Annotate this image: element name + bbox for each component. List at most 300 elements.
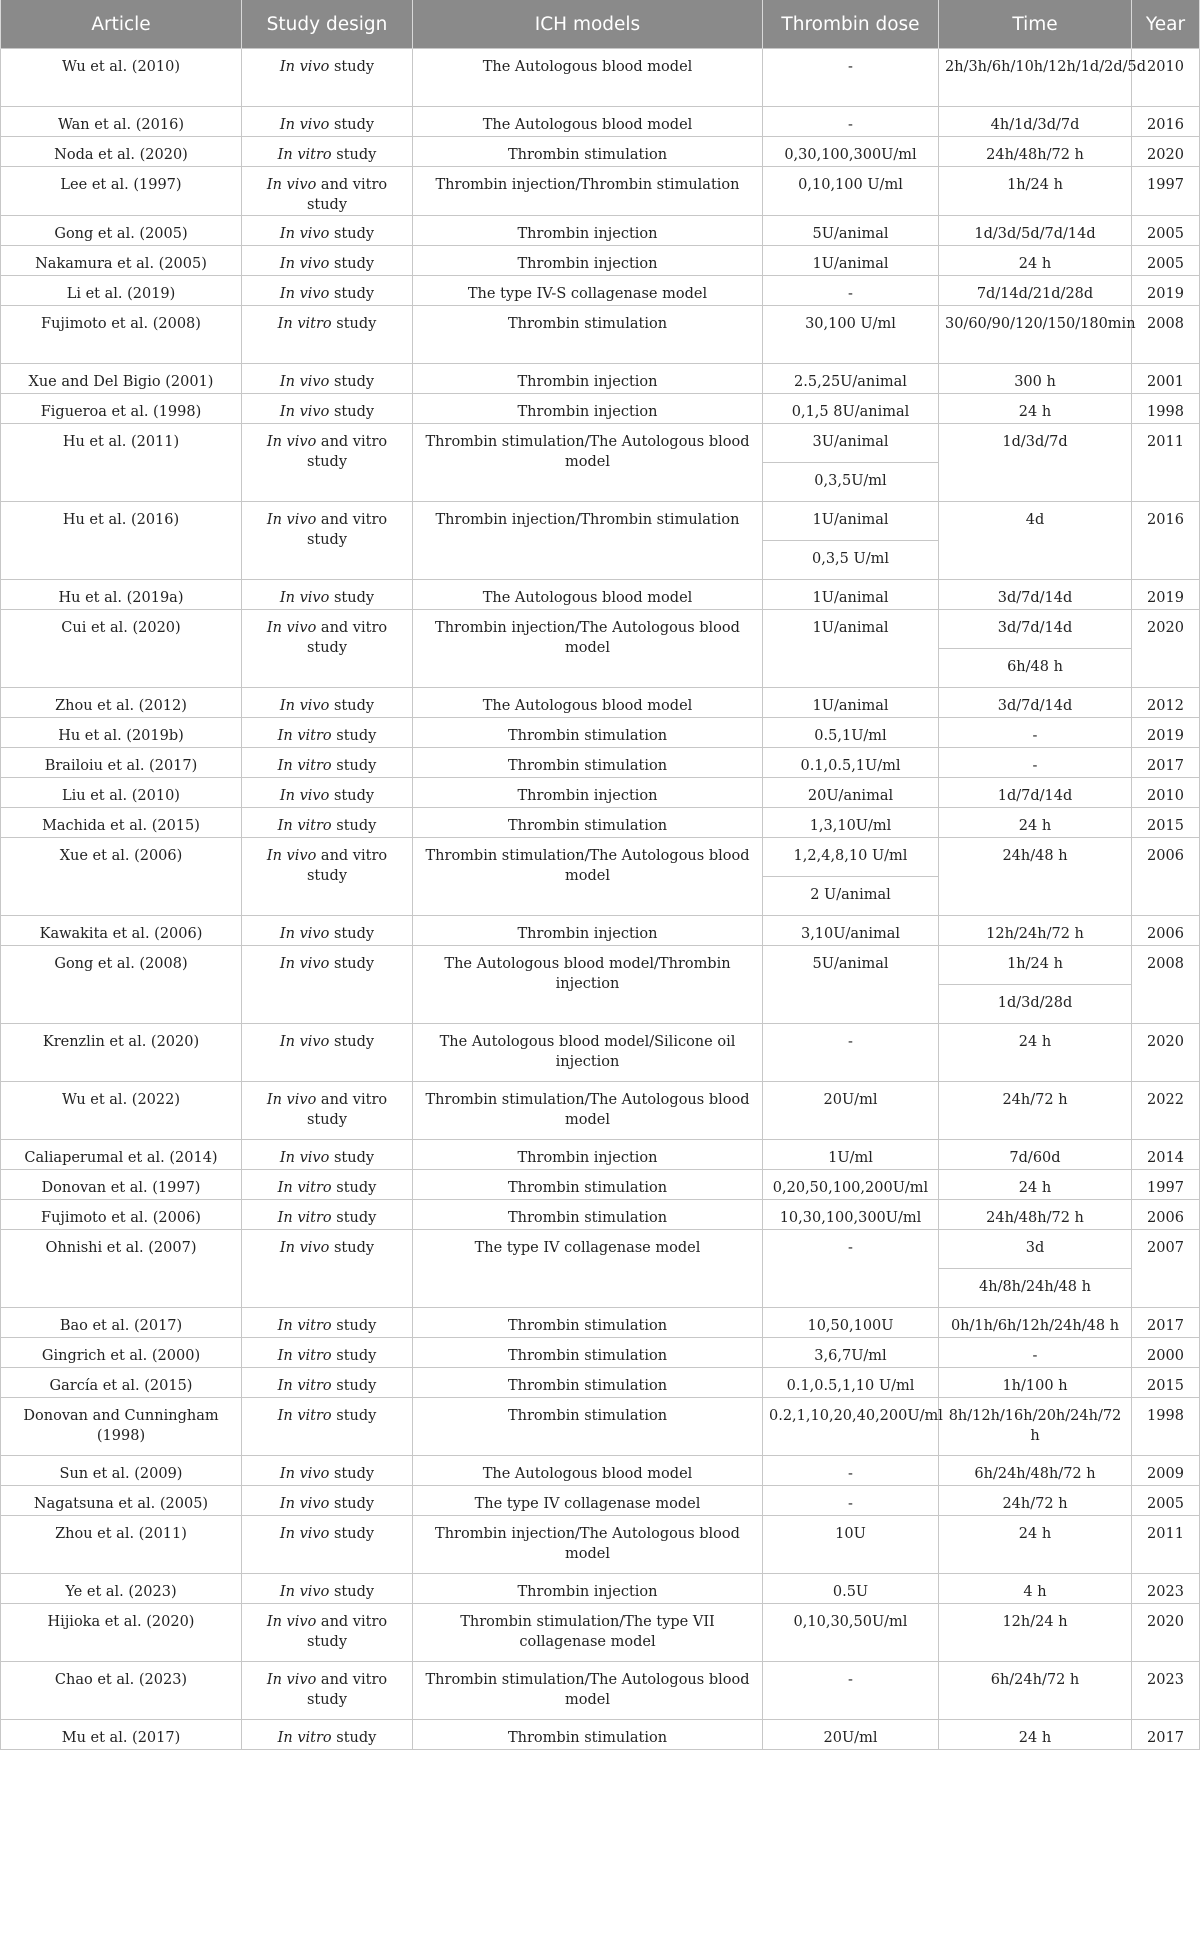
table-row <box>1 1308 1200 1338</box>
cell-thrombin-dose: - <box>763 1024 939 1082</box>
cell-ich-model: Thrombin injection/The Autologous blood model <box>413 610 763 688</box>
cell-article: Zhou et al. (2012) <box>1 688 242 718</box>
cell-study-design: In vitro study <box>242 718 413 748</box>
cell-time: 12h/24h/72 h <box>939 916 1132 946</box>
cell-article: Ye et al. (2023) <box>1 1574 242 1604</box>
cell-time: 4d <box>939 502 1132 580</box>
cell-time: 24h/48h/72 h <box>939 137 1132 167</box>
cell-article: Fujimoto et al. (2008) <box>1 306 242 364</box>
cell-article: Donovan and Cunningham (1998) <box>1 1398 242 1456</box>
cell-time: 300 h <box>939 364 1132 394</box>
study-design-in-vivo: In vivo <box>266 1672 317 1688</box>
cell-year: 2023 <box>1132 1662 1200 1720</box>
table-row <box>1 1024 1200 1082</box>
cell-ich-model: Thrombin stimulation <box>413 1398 763 1456</box>
cell-time: 24h/72 h <box>939 1486 1132 1516</box>
cell-thrombin-dose: 5U/animal <box>763 946 939 1024</box>
cell-study-design: In vivo study <box>242 1140 413 1170</box>
cell-study-design: In vivo and vitro study <box>242 1082 413 1140</box>
cell-year: 2020 <box>1132 1024 1200 1082</box>
cell-thrombin-dose: 1U/ml <box>763 1140 939 1170</box>
cell-ich-model: The Autologous blood model <box>413 49 763 107</box>
cell-ich-model: The Autologous blood model <box>413 688 763 718</box>
cell-time: 1h/24 h <box>939 167 1132 216</box>
cell-ich-model: Thrombin stimulation <box>413 808 763 838</box>
cell-ich-model: The Autologous blood model <box>413 107 763 137</box>
cell-ich-model: Thrombin injection <box>413 778 763 808</box>
cell-time: 3d/7d/14d <box>939 580 1132 610</box>
cell-ich-model: The type IV-S collagenase model <box>413 276 763 306</box>
study-design-in-vitro: In vitro <box>277 1318 332 1334</box>
cell-study-design: In vivo study <box>242 276 413 306</box>
cell-time: 4h/1d/3d/7d <box>939 107 1132 137</box>
cell-time: 8h/12h/16h/20h/24h/72 h <box>939 1398 1132 1456</box>
table-row <box>1 946 1200 985</box>
cell-ich-model: Thrombin injection <box>413 216 763 246</box>
cell-year: 2015 <box>1132 1368 1200 1398</box>
table-row <box>1 916 1200 946</box>
header-ich-models: ICH models <box>413 0 763 49</box>
table-row <box>1 424 1200 463</box>
table-row <box>1 808 1200 838</box>
cell-time: 7d/14d/21d/28d <box>939 276 1132 306</box>
table-row <box>1 1398 1200 1456</box>
cell-article: Hu et al. (2019b) <box>1 718 242 748</box>
cell-thrombin-dose: 1,2,4,8,10 U/ml <box>763 838 939 877</box>
table-row <box>1 1456 1200 1486</box>
cell-study-design: In vitro study <box>242 1200 413 1230</box>
table-row <box>1 1368 1200 1398</box>
cell-year: 1997 <box>1132 1170 1200 1200</box>
cell-time: 6h/48 h <box>939 649 1132 688</box>
cell-study-design: In vivo study <box>242 394 413 424</box>
study-design-in-vitro: In vitro <box>277 1210 332 1226</box>
table-row <box>1 778 1200 808</box>
cell-article: Hu et al. (2016) <box>1 502 242 580</box>
cell-time: 1h/24 h <box>939 946 1132 985</box>
cell-thrombin-dose: 1,3,10U/ml <box>763 808 939 838</box>
cell-time: 24 h <box>939 1516 1132 1574</box>
cell-thrombin-dose: 0,30,100,300U/ml <box>763 137 939 167</box>
cell-time: 24h/48 h <box>939 838 1132 916</box>
cell-study-design: In vivo study <box>242 1574 413 1604</box>
cell-year: 2019 <box>1132 580 1200 610</box>
cell-thrombin-dose: 1U/animal <box>763 502 939 541</box>
cell-study-design: In vitro study <box>242 1368 413 1398</box>
cell-study-design: In vivo study <box>242 1024 413 1082</box>
cell-study-design: In vivo and vitro study <box>242 1662 413 1720</box>
cell-year: 2006 <box>1132 916 1200 946</box>
table-row <box>1 1170 1200 1200</box>
cell-ich-model: Thrombin injection/The Autologous blood model <box>413 1516 763 1574</box>
cell-ich-model: The Autologous blood model <box>413 580 763 610</box>
cell-study-design: In vitro study <box>242 808 413 838</box>
table-row <box>1 748 1200 778</box>
cell-study-design: In vivo study <box>242 1230 413 1308</box>
table-body <box>1 49 1200 1750</box>
study-design-in-vivo: In vivo <box>266 848 317 864</box>
cell-article: Wu et al. (2010) <box>1 49 242 107</box>
cell-thrombin-dose: 0,10,100 U/ml <box>763 167 939 216</box>
cell-ich-model: Thrombin stimulation <box>413 1170 763 1200</box>
cell-article: Hu et al. (2011) <box>1 424 242 502</box>
cell-article: Donovan et al. (1997) <box>1 1170 242 1200</box>
study-design-in-vivo: In vivo <box>279 698 330 714</box>
cell-thrombin-dose: - <box>763 1230 939 1308</box>
study-design-in-vitro: In vitro <box>277 147 332 163</box>
cell-year: 2005 <box>1132 216 1200 246</box>
cell-article: Hu et al. (2019a) <box>1 580 242 610</box>
study-design-in-vitro: In vitro <box>277 1348 332 1364</box>
cell-study-design: In vivo study <box>242 778 413 808</box>
cell-study-design: In vivo study <box>242 107 413 137</box>
study-design-in-vitro: In vitro <box>277 1180 332 1196</box>
cell-thrombin-dose: 20U/animal <box>763 778 939 808</box>
cell-thrombin-dose: 1U/animal <box>763 580 939 610</box>
study-design-in-vivo: In vivo <box>279 404 330 420</box>
study-design-in-vitro: In vitro <box>277 316 332 332</box>
study-design-in-vivo: In vivo <box>279 1240 330 1256</box>
cell-study-design: In vitro study <box>242 1398 413 1456</box>
table-row <box>1 1486 1200 1516</box>
cell-ich-model: The type IV collagenase model <box>413 1230 763 1308</box>
cell-study-design: In vivo study <box>242 364 413 394</box>
cell-article: Ohnishi et al. (2007) <box>1 1230 242 1308</box>
cell-ich-model: Thrombin stimulation <box>413 1308 763 1338</box>
table-row <box>1 167 1200 216</box>
cell-ich-model: Thrombin injection <box>413 394 763 424</box>
header-year: Year <box>1132 0 1200 49</box>
cell-year: 2012 <box>1132 688 1200 718</box>
cell-time: 3d <box>939 1230 1132 1269</box>
study-design-in-vivo: In vivo <box>279 788 330 804</box>
cell-ich-model: The Autologous blood model/Silicone oil injection <box>413 1024 763 1082</box>
cell-ich-model: Thrombin stimulation/The Autologous blood model <box>413 838 763 916</box>
study-design-in-vivo: In vivo <box>279 59 330 75</box>
cell-study-design: In vivo and vitro study <box>242 167 413 216</box>
cell-study-design: In vitro study <box>242 1338 413 1368</box>
cell-ich-model: Thrombin stimulation <box>413 1720 763 1750</box>
study-design-in-vivo: In vivo <box>279 1496 330 1512</box>
cell-thrombin-dose: 0.5U <box>763 1574 939 1604</box>
cell-article: Krenzlin et al. (2020) <box>1 1024 242 1082</box>
study-design-in-vitro: In vitro <box>277 758 332 774</box>
cell-thrombin-dose: 20U/ml <box>763 1720 939 1750</box>
study-design-in-vivo: In vivo <box>266 1092 317 1108</box>
cell-study-design: In vivo and vitro study <box>242 610 413 688</box>
cell-thrombin-dose: 1U/animal <box>763 688 939 718</box>
cell-ich-model: Thrombin stimulation <box>413 1368 763 1398</box>
cell-ich-model: Thrombin stimulation <box>413 718 763 748</box>
cell-time: 7d/60d <box>939 1140 1132 1170</box>
cell-article: Li et al. (2019) <box>1 276 242 306</box>
cell-time: 0h/1h/6h/12h/24h/48 h <box>939 1308 1132 1338</box>
cell-thrombin-dose: - <box>763 276 939 306</box>
cell-ich-model: Thrombin stimulation <box>413 137 763 167</box>
table-row <box>1 1516 1200 1574</box>
study-design-in-vivo: In vivo <box>266 177 317 193</box>
cell-thrombin-dose: 0,1,5 8U/animal <box>763 394 939 424</box>
cell-time: 1d/3d/28d <box>939 985 1132 1024</box>
cell-year: 2010 <box>1132 778 1200 808</box>
table-row <box>1 107 1200 137</box>
cell-study-design: In vitro study <box>242 1308 413 1338</box>
cell-study-design: In vivo study <box>242 1456 413 1486</box>
cell-article: Nagatsuna et al. (2005) <box>1 1486 242 1516</box>
cell-time: 1d/3d/5d/7d/14d <box>939 216 1132 246</box>
table-row <box>1 137 1200 167</box>
header-row <box>1 0 1200 49</box>
table-row <box>1 216 1200 246</box>
study-design-in-vivo: In vivo <box>279 374 330 390</box>
cell-article: Kawakita et al. (2006) <box>1 916 242 946</box>
table-row <box>1 580 1200 610</box>
cell-time: 3d/7d/14d <box>939 688 1132 718</box>
cell-year: 2020 <box>1132 610 1200 688</box>
cell-study-design: In vitro study <box>242 137 413 167</box>
cell-article: Hijioka et al. (2020) <box>1 1604 242 1662</box>
cell-year: 2008 <box>1132 306 1200 364</box>
cell-study-design: In vivo study <box>242 946 413 1024</box>
cell-year: 2019 <box>1132 276 1200 306</box>
cell-thrombin-dose: 0,10,30,50U/ml <box>763 1604 939 1662</box>
cell-year: 2019 <box>1132 718 1200 748</box>
study-design-in-vivo: In vivo <box>279 1034 330 1050</box>
study-design-in-vivo: In vivo <box>279 256 330 272</box>
cell-study-design: In vitro study <box>242 1720 413 1750</box>
study-design-in-vivo: In vivo <box>266 1614 317 1630</box>
cell-ich-model: Thrombin stimulation/The Autologous blood model <box>413 1082 763 1140</box>
table-row <box>1 1604 1200 1662</box>
cell-time: 24h/48h/72 h <box>939 1200 1132 1230</box>
cell-study-design: In vivo study <box>242 688 413 718</box>
study-design-in-vivo: In vivo <box>279 1466 330 1482</box>
cell-article: Sun et al. (2009) <box>1 1456 242 1486</box>
cell-thrombin-dose: 2.5,25U/animal <box>763 364 939 394</box>
cell-study-design: In vivo study <box>242 1516 413 1574</box>
header-study-design: Study design <box>242 0 413 49</box>
cell-ich-model: Thrombin injection <box>413 364 763 394</box>
cell-year: 2017 <box>1132 1720 1200 1750</box>
study-design-in-vivo: In vivo <box>279 926 330 942</box>
cell-article: Gong et al. (2008) <box>1 946 242 1024</box>
cell-study-design: In vivo and vitro study <box>242 424 413 502</box>
cell-study-design: In vivo and vitro study <box>242 502 413 580</box>
cell-time: 1d/3d/7d <box>939 424 1132 502</box>
cell-time: 24 h <box>939 1170 1132 1200</box>
cell-year: 2008 <box>1132 946 1200 1024</box>
cell-thrombin-dose: 10,50,100U <box>763 1308 939 1338</box>
cell-ich-model: The Autologous blood model <box>413 1456 763 1486</box>
cell-ich-model: Thrombin stimulation <box>413 1338 763 1368</box>
cell-ich-model: The type IV collagenase model <box>413 1486 763 1516</box>
cell-ich-model: Thrombin injection/Thrombin stimulation <box>413 167 763 216</box>
cell-year: 2007 <box>1132 1230 1200 1308</box>
cell-year: 1998 <box>1132 1398 1200 1456</box>
table-row <box>1 838 1200 877</box>
table-row <box>1 1082 1200 1140</box>
table-row <box>1 276 1200 306</box>
cell-ich-model: Thrombin injection <box>413 246 763 276</box>
table-row <box>1 1574 1200 1604</box>
cell-article: Nakamura et al. (2005) <box>1 246 242 276</box>
cell-article: Cui et al. (2020) <box>1 610 242 688</box>
cell-year: 2009 <box>1132 1456 1200 1486</box>
cell-ich-model: Thrombin stimulation/The Autologous blood model <box>413 1662 763 1720</box>
cell-article: Gingrich et al. (2000) <box>1 1338 242 1368</box>
cell-article: Fujimoto et al. (2006) <box>1 1200 242 1230</box>
study-design-in-vitro: In vitro <box>277 1730 332 1746</box>
cell-ich-model: Thrombin injection/Thrombin stimulation <box>413 502 763 580</box>
cell-year: 2016 <box>1132 107 1200 137</box>
cell-time: 1d/7d/14d <box>939 778 1132 808</box>
cell-thrombin-dose: 30,100 U/ml <box>763 306 939 364</box>
cell-study-design: In vivo study <box>242 216 413 246</box>
cell-article: Gong et al. (2005) <box>1 216 242 246</box>
cell-ich-model: Thrombin injection <box>413 1574 763 1604</box>
cell-year: 2006 <box>1132 838 1200 916</box>
cell-study-design: In vitro study <box>242 1170 413 1200</box>
cell-time: 6h/24h/72 h <box>939 1662 1132 1720</box>
cell-time: 3d/7d/14d <box>939 610 1132 649</box>
cell-ich-model: Thrombin stimulation <box>413 306 763 364</box>
study-design-in-vivo: In vivo <box>279 117 330 133</box>
cell-ich-model: Thrombin injection <box>413 916 763 946</box>
cell-ich-model: Thrombin stimulation <box>413 1200 763 1230</box>
study-design-in-vivo: In vivo <box>279 1526 330 1542</box>
cell-ich-model: The Autologous blood model/Thrombin injection <box>413 946 763 1024</box>
cell-time: 12h/24 h <box>939 1604 1132 1662</box>
study-design-in-vitro: In vitro <box>277 1408 332 1424</box>
cell-thrombin-dose: 10,30,100,300U/ml <box>763 1200 939 1230</box>
cell-article: García et al. (2015) <box>1 1368 242 1398</box>
cell-article: Machida et al. (2015) <box>1 808 242 838</box>
table-row <box>1 306 1200 364</box>
study-design-in-vivo: In vivo <box>279 1150 330 1166</box>
cell-time: 4 h <box>939 1574 1132 1604</box>
table-row <box>1 1230 1200 1269</box>
table-row <box>1 394 1200 424</box>
header-time: Time <box>939 0 1132 49</box>
cell-study-design: In vivo and vitro study <box>242 838 413 916</box>
cell-thrombin-dose: 0,20,50,100,200U/ml <box>763 1170 939 1200</box>
cell-article: Wan et al. (2016) <box>1 107 242 137</box>
cell-year: 2005 <box>1132 246 1200 276</box>
cell-time: 2h/3h/6h/10h/12h/1d/2d/5d <box>939 49 1132 107</box>
cell-time: 24 h <box>939 246 1132 276</box>
cell-thrombin-dose: 0.2,1,10,20,40,200U/ml <box>763 1398 939 1456</box>
cell-study-design: In vivo study <box>242 246 413 276</box>
cell-time: - <box>939 718 1132 748</box>
table-row <box>1 1200 1200 1230</box>
study-design-in-vitro: In vitro <box>277 1378 332 1394</box>
cell-year: 2011 <box>1132 424 1200 502</box>
cell-article: Bao et al. (2017) <box>1 1308 242 1338</box>
study-design-in-vivo: In vivo <box>266 512 317 528</box>
cell-article: Zhou et al. (2011) <box>1 1516 242 1574</box>
cell-year: 2006 <box>1132 1200 1200 1230</box>
table-row <box>1 364 1200 394</box>
cell-thrombin-dose: 20U/ml <box>763 1082 939 1140</box>
cell-study-design: In vivo study <box>242 916 413 946</box>
cell-time: 6h/24h/48h/72 h <box>939 1456 1132 1486</box>
study-design-in-vivo: In vivo <box>279 226 330 242</box>
header-article: Article <box>1 0 242 49</box>
cell-study-design: In vitro study <box>242 306 413 364</box>
cell-article: Liu et al. (2010) <box>1 778 242 808</box>
cell-thrombin-dose: 1U/animal <box>763 246 939 276</box>
table-row <box>1 718 1200 748</box>
cell-year: 2000 <box>1132 1338 1200 1368</box>
cell-article: Noda et al. (2020) <box>1 137 242 167</box>
cell-time: 24 h <box>939 1024 1132 1082</box>
cell-thrombin-dose: 3,10U/animal <box>763 916 939 946</box>
study-design-in-vivo: In vivo <box>279 590 330 606</box>
cell-thrombin-dose: 0,3,5 U/ml <box>763 541 939 580</box>
cell-thrombin-dose: 5U/animal <box>763 216 939 246</box>
cell-article: Mu et al. (2017) <box>1 1720 242 1750</box>
cell-year: 2020 <box>1132 1604 1200 1662</box>
cell-thrombin-dose: - <box>763 49 939 107</box>
cell-article: Figueroa et al. (1998) <box>1 394 242 424</box>
cell-time: 24 h <box>939 1720 1132 1750</box>
cell-thrombin-dose: 1U/animal <box>763 610 939 688</box>
cell-ich-model: Thrombin stimulation <box>413 748 763 778</box>
table-row <box>1 1662 1200 1720</box>
study-design-in-vivo: In vivo <box>279 1584 330 1600</box>
cell-thrombin-dose: 0.5,1U/ml <box>763 718 939 748</box>
cell-article: Xue et al. (2006) <box>1 838 242 916</box>
cell-ich-model: Thrombin stimulation/The Autologous blood model <box>413 424 763 502</box>
cell-ich-model: Thrombin injection <box>413 1140 763 1170</box>
cell-year: 2017 <box>1132 748 1200 778</box>
cell-thrombin-dose: 0.1,0.5,1,10 U/ml <box>763 1368 939 1398</box>
cell-time: 24h/72 h <box>939 1082 1132 1140</box>
cell-ich-model: Thrombin stimulation/The type VII collagenase model <box>413 1604 763 1662</box>
cell-thrombin-dose: 3U/animal <box>763 424 939 463</box>
cell-year: 2022 <box>1132 1082 1200 1140</box>
cell-article: Xue and Del Bigio (2001) <box>1 364 242 394</box>
cell-thrombin-dose: 0,3,5U/ml <box>763 463 939 502</box>
cell-thrombin-dose: 10U <box>763 1516 939 1574</box>
study-design-in-vitro: In vitro <box>277 728 332 744</box>
cell-time: 4h/8h/24h/48 h <box>939 1269 1132 1308</box>
table-row <box>1 1338 1200 1368</box>
cell-thrombin-dose: 3,6,7U/ml <box>763 1338 939 1368</box>
cell-time: 1h/100 h <box>939 1368 1132 1398</box>
cell-article: Brailoiu et al. (2017) <box>1 748 242 778</box>
cell-thrombin-dose: 0.1,0.5,1U/ml <box>763 748 939 778</box>
study-design-in-vitro: In vitro <box>277 818 332 834</box>
cell-thrombin-dose: - <box>763 107 939 137</box>
cell-year: 2001 <box>1132 364 1200 394</box>
cell-study-design: In vivo study <box>242 1486 413 1516</box>
cell-time: 30/60/90/120/150/180min <box>939 306 1132 364</box>
study-design-in-vivo: In vivo <box>266 434 317 450</box>
cell-study-design: In vivo and vitro study <box>242 1604 413 1662</box>
table-row <box>1 688 1200 718</box>
table-row <box>1 1140 1200 1170</box>
cell-year: 2017 <box>1132 1308 1200 1338</box>
cell-time: - <box>939 1338 1132 1368</box>
header-thrombin-dose: Thrombin dose <box>763 0 939 49</box>
cell-year: 2016 <box>1132 502 1200 580</box>
cell-time: 24 h <box>939 394 1132 424</box>
cell-thrombin-dose: - <box>763 1456 939 1486</box>
cell-year: 2011 <box>1132 1516 1200 1574</box>
table-row <box>1 1720 1200 1750</box>
cell-study-design: In vivo study <box>242 580 413 610</box>
